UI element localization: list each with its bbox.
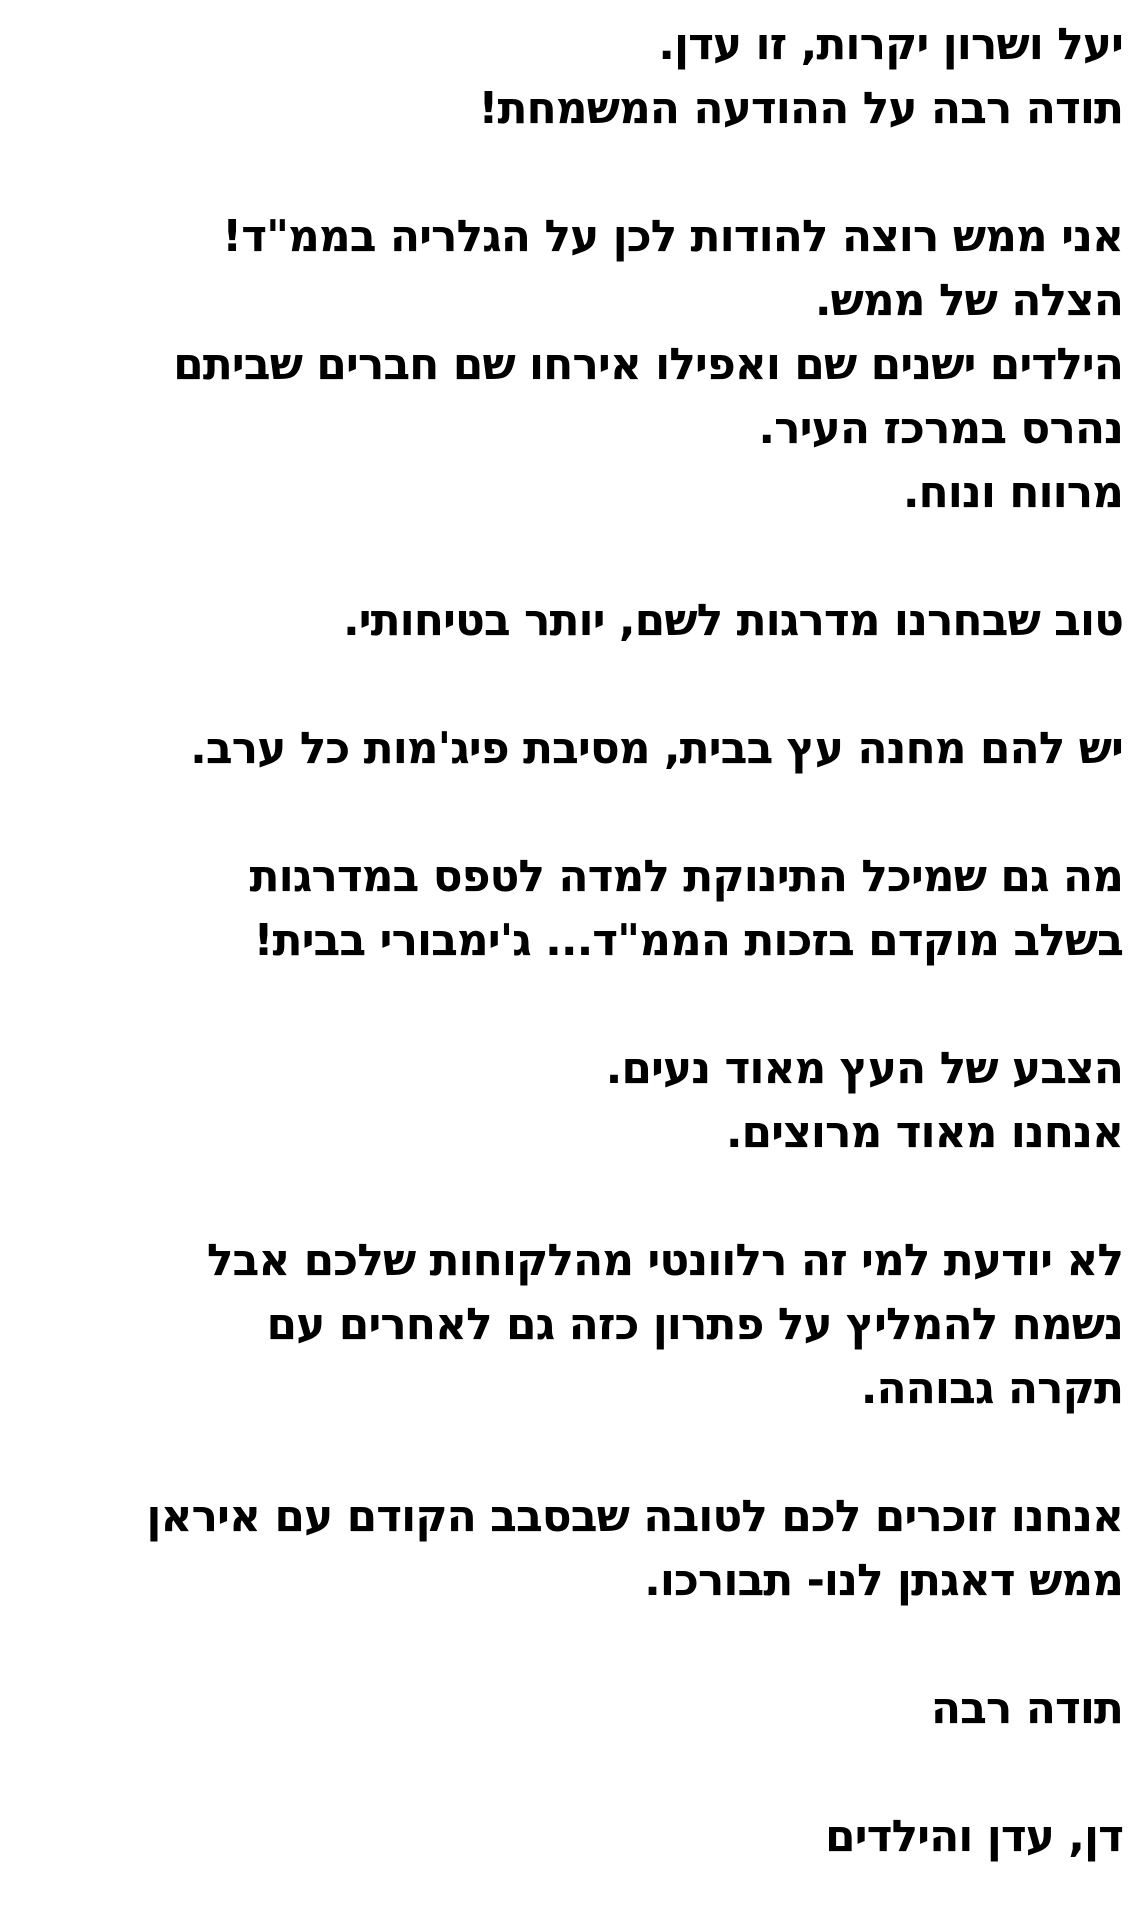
- text-line: אנחנו זוכרים לכם לטובה שבסבב הקודם עם איראן: [146, 1491, 1123, 1542]
- text-line: לא יודעת למי זה רלוונטי מהלקוחות שלכם אבל: [206, 1235, 1123, 1286]
- text-line: ממש דאגתן לנו- תבורכו.: [644, 1555, 1123, 1606]
- text-line: הילדים ישנים שם ואפילו אירחו שם חברים שביתם: [173, 339, 1123, 390]
- text-line: יש להם מחנה עץ בבית, מסיבת פיג'מות כל ערב.: [190, 723, 1123, 774]
- text-line: הצלה של ממש.: [814, 275, 1123, 326]
- text-line: בשלב מוקדם בזכות הממ"ד... ג'ימבורי בבית!: [253, 915, 1123, 966]
- paragraph: [8, 1677, 1123, 1741]
- text-line: אני ממש רוצה להודות לכן על הגלריה בממ"ד!: [222, 211, 1123, 262]
- text-line: טוב שבחרנו מדרגות לשם, יותר בטיחותי.: [342, 595, 1123, 646]
- paragraph: [8, 1229, 1123, 1421]
- text-line: תודה רבה: [930, 1683, 1123, 1734]
- text-line: יעל ושרון יקרות, זו עדן.: [658, 19, 1123, 70]
- text-line: נהרס במרכז העיר.: [758, 403, 1123, 454]
- text-line: מה גם שמיכל התינוקת למדה לטפס במדרגות: [249, 851, 1123, 902]
- text-line: תודה רבה על ההודעה המשמחת!: [478, 83, 1123, 134]
- paragraph: [8, 845, 1123, 973]
- text-line: דן, עדן והילדים: [825, 1811, 1123, 1862]
- text-line: נשמח להמליץ על פתרון כזה גם לאחרים עם: [266, 1299, 1123, 1350]
- text-line: הצבע של העץ מאוד נעים.: [605, 1043, 1123, 1094]
- text-line: אנחנו מאוד מרוצים.: [725, 1107, 1123, 1158]
- paragraph: [8, 1037, 1123, 1165]
- paragraph: [8, 13, 1123, 141]
- paragraph: [8, 205, 1123, 525]
- paragraph: [8, 717, 1123, 781]
- paragraph: [8, 1805, 1123, 1869]
- text-line: תקרה גבוהה.: [860, 1363, 1123, 1414]
- text-line: מרווח ונוח.: [902, 467, 1123, 518]
- paragraph: [8, 1485, 1123, 1613]
- paragraph: [8, 589, 1123, 653]
